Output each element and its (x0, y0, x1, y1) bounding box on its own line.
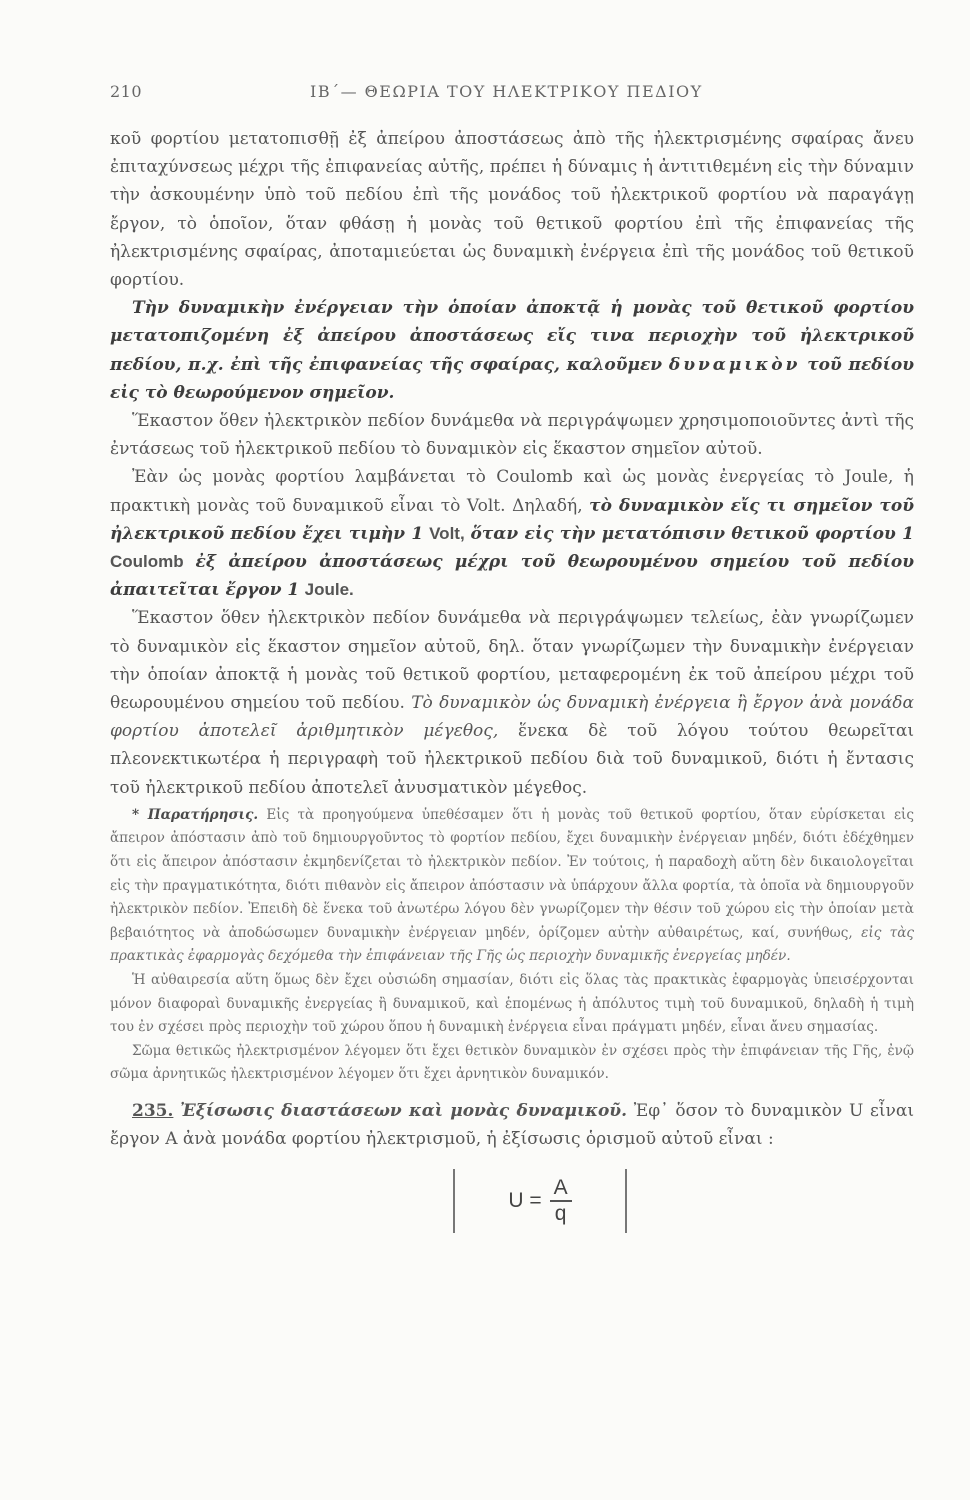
section-paragraph (110, 1097, 914, 1153)
definition-part-1: Τὴν δυναμικὴν ἐνέργειαν τὴν ὁποίαν ἀποκτᾷ ἡ μονὰς τοῦ θετικοῦ φορτίου μετατοπιζομένη ἐξ ἀπείρου ἀποστάσεως εἴς τινα περιοχὴν τοῦ ἠλεκτρικοῦ πεδίου, π.χ. ἐπὶ τῆς ἐπιφανείας τῆς σφαίρας, καλοῦμεν (110, 298, 914, 375)
volt-def-1: τὸ δυναμικὸν εἴς τι σημεῖον τοῦ ἠλεκτρικοῦ πεδίου ἔχει τιμὴν 1 (110, 495, 914, 544)
joule-unit: Joule. (304, 580, 354, 600)
definition-part-2: τοῦ πεδίου εἰς τὸ θεωρούμενον σημεῖον. (110, 354, 914, 403)
paragraph-volt-definition (110, 463, 914, 604)
formula-lhs: U = (508, 1189, 542, 1213)
remark-label: * Παρατήρησις. (132, 806, 259, 823)
formula-numerator: A (550, 1176, 572, 1202)
formula-container (110, 1169, 914, 1233)
paragraph-description: Ἕκαστον ὅθεν ἠλεκτρικὸν πεδίον δυνάμεθα νὰ περιγράψωμεν χρησιμοποιοῦντες ἀντὶ τῆς ἐντάσεως τοῦ ἠλεκτρικοῦ πεδίου τὸ δυναμικὸν εἰς ἕκαστον σημεῖον αὐτοῦ. (110, 411, 914, 460)
volt-def-3: ἐξ ἀπείρου ἀποστάσεως μέχρι τοῦ θεωρουμένου σημείου τοῦ πεδίου ἀπαιτεῖται ἔργον 1 (110, 552, 914, 601)
definition-potential (110, 294, 914, 407)
remark-italic: εἰς τὰς πρακτικὰς ἐφαρμογὰς δεχόμεθα τὴν ἐπιφάνειαν τῆς Γῆς ὡς περιοχὴν δυναμικῆς ἐνεργείας μηδέν. (110, 924, 914, 965)
scalar-intro: Ἕκαστον ὅθεν ἠλεκτρικὸν πεδίον δυνάμεθα νὰ περιγράψωμεν τελείως, ἐὰν γνωρίζωμεν τὸ δυναμικὸν εἰς ἕκαστον σημεῖον αὐτοῦ, δηλ. ὅταν γνωρίζωμεν τὴν δυναμικὴν ἐνέργειαν τὴν ὁποίαν ἀποκτᾷ ἡ μονὰς τοῦ θετικοῦ φορτίου, μεταφερομένη ἐκ τοῦ ἀπείρου μέχρι τοῦ θεωρουμένου σημείου τοῦ πεδίου. (110, 608, 914, 714)
volt-unit: Volt, (429, 523, 465, 543)
section-number: 235. (132, 1101, 174, 1121)
section-title: Ἐξίσωσις διαστάσεων καὶ μονὰς δυναμικοῦ. (180, 1101, 627, 1121)
formula-denominator: q (554, 1202, 567, 1226)
paragraph-scalar (110, 604, 914, 801)
remark-paragraph-1 (110, 804, 914, 969)
page-number: 210 (110, 82, 143, 101)
remark-paragraph-3: Σῶμα θετικῶς ἠλεκτρισμένον λέγομεν ὅτι ἔχει θετικὸν δυναμικὸν ἐν σχέσει πρὸς τὴν ἐπιφάνειαν τῆς Γῆς, ἐνῷ σῶμα ἀρνητικῶς ἠλεκτρισμένον λέγομεν ὅτι ἔχει ἀρνητικὸν δυναμικόν. (110, 1042, 914, 1083)
formula-fraction (550, 1176, 572, 1226)
section-235 (110, 1097, 914, 1153)
definition-term: δυναμικὸν (668, 354, 801, 375)
footnote-remark (110, 804, 914, 1087)
remark-text: Εἰς τὰ προηγούμενα ὑπεθέσαμεν ὅτι ἡ μονὰς τοῦ θετικοῦ φορτίου, ὅταν εὑρίσκεται εἰς ἄπειρον ἀπόστασιν ἀπὸ τοῦ δημιουργοῦντος τὸ φορτίον πεδίου, ἔχει δυναμικὴν ἐνέργειαν μηδέν, διότι ἐδέχθημεν ὅτι εἰς ἄπειρον ἀπόστασιν ἐκμηδενίζεται τὸ ἠλεκτρικὸν πεδίον. Ἐν τούτοις, ἡ παραδοχὴ αὕτη δὲν δικαιολογεῖται εἰς τὴν πραγματικότητα, διότι πιθανὸν εἰς ἄπειρον ἀπόστασιν νὰ ὑπάρχουν ἄλλα φορτία, τὰ ὁποῖα νὰ δημιουργοῦν ἠλεκτρικὸν πεδίον. Ἐπειδὴ δὲ ἕνεκα τοῦ ἀνωτέρω λόγου δὲν γνωρίζομεν τὴν θέσιν τοῦ χώρου εἰς τὴν ὁποίαν μετὰ βεβαιότητος νὰ ἀποδώσωμεν δυναμικὴν ἐνέργειαν μηδέν, ὁρίζομεν αὐτὴν αὐθαιρέτως, καί, συνήθως, (110, 806, 914, 941)
volt-intro: Ἐὰν ὡς μονὰς φορτίου λαμβάνεται τὸ Coulomb καὶ ὡς μονὰς ἐνεργείας τὸ Joule, ἡ πρακτικὴ μονὰς τοῦ δυναμικοῦ εἶναι τὸ Volt. Δηλαδή, (110, 467, 914, 516)
page-header (110, 82, 914, 101)
remark-paragraph-2: Ἡ αὐθαιρεσία αὕτη ὅμως δὲν ἔχει οὐσιώδη σημασίαν, διότι εἰς ὅλας τὰς πρακτικὰς ἐφαρμογὰς ὑπεισέρχονται μόνον διαφοραὶ δυναμικῆς ἐνεργείας ἢ δυναμικοῦ, καὶ ἑπομένως ἡ ἀπόλυτος τιμὴ τοῦ δυναμικοῦ, δηλαδὴ ἡ τιμὴ του ἐν σχέσει πρὸς περιοχὴν τοῦ χώρου ὅπου ἡ δυναμικὴ ἐνέργεια εἶναι πράγματι μηδέν, εἶναι ἄνευ σημασίας. (110, 972, 914, 1036)
section-text: Ἐφ᾽ ὅσον τὸ δυναμικὸν U εἶναι ἔργον A ἀνὰ μονάδα φορτίου ἠλεκτρισμοῦ, ἡ ἐξίσωσις ὁρισμοῦ αὐτοῦ εἶναι : (110, 1101, 914, 1150)
scalar-rest: ἕνεκα δὲ τοῦ λόγου τούτου θεωρεῖται πλεονεκτικωτέρα ἡ περιγραφὴ τοῦ ἠλεκτρικοῦ πεδίου διὰ τοῦ δυναμικοῦ, διότι ἡ ἔντασις τοῦ ἠλεκτρικοῦ πεδίου ἀποτελεῖ ἀνυσματικὸν μέγεθος. (110, 721, 915, 798)
running-title: ΙΒ΄— ΘΕΩΡΙΑ ΤΟΥ ΗΛΕΚΤΡΙΚΟΥ ΠΕΔΙΟΥ (310, 82, 703, 101)
paragraph-intro: κοῦ φορτίου μετατοπισθῇ ἐξ ἀπείρου ἀποστάσεως ἀπὸ τῆς ἠλεκτρισμένης σφαίρας ἄνευ ἐπιταχύνσεως μέχρι τῆς ἐπιφανείας αὐτῆς, πρέπει ἡ δύναμις ἡ ἀντιτιθεμένη εἰς τὴν δύναμιν τὴν ἀσκουμένην ὑπὸ τοῦ πεδίου ἐπὶ τῆς μονάδος τοῦ ἠλεκτρικοῦ φορτίου νὰ παραγάγῃ ἔργον, τὸ ὁποῖον, ὅταν φθάσῃ ἡ μονὰς τοῦ θετικοῦ φορτίου ἐπὶ τῆς ἐπιφανείας τῆς ἠλεκτρισμένης σφαίρας, ἀποταμιεύεται ὡς δυναμικὴ ἐνέργεια ἐπὶ τῆς μονάδος τοῦ θετικοῦ φορτίου. (110, 129, 914, 291)
scalar-italic: Τὸ δυναμικὸν ὡς δυναμικὴ ἐνέργεια ἢ ἔργον ἀνὰ μονάδα φορτίου ἀποτελεῖ ἀριθμητικὸν μέγεθος, (110, 693, 915, 742)
coulomb-unit: Coulomb (110, 552, 184, 572)
formula-box (453, 1169, 627, 1233)
body-text (110, 125, 914, 802)
volt-def-2: ὅταν εἰς τὴν μετατόπισιν θετικοῦ φορτίου 1 (470, 523, 914, 544)
